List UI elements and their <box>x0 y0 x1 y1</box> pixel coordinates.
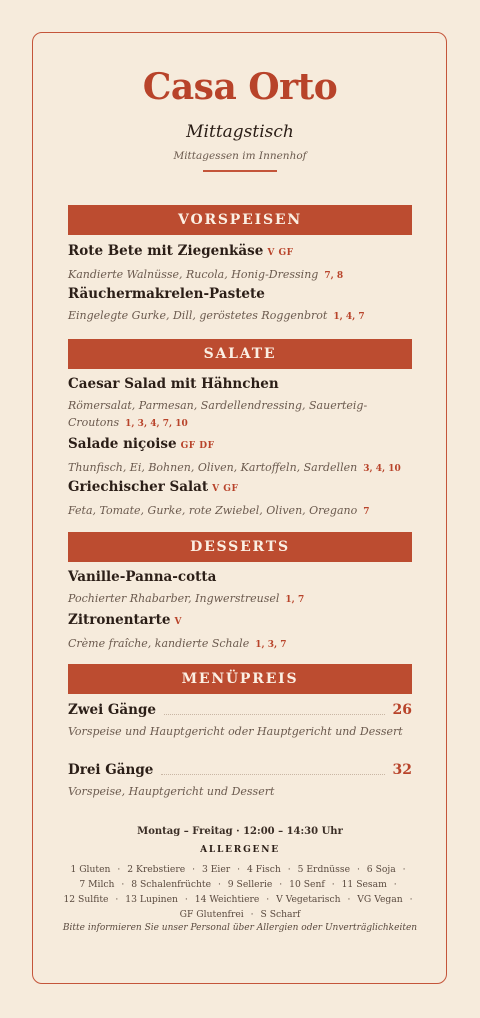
allergen-codes: 7, 8 <box>324 271 344 281</box>
diet-tag: V GF <box>212 484 239 494</box>
allergen-legend-entry: 9 Sellerie <box>227 879 273 890</box>
dotted-leader <box>161 774 384 775</box>
item-description: Kandierte Walnüsse, Rucola, Honig-Dressing <box>68 268 319 281</box>
menu-subtitle: Mittagstisch <box>186 122 294 142</box>
item-name: Räuchermakrelen-Pastete <box>68 286 265 302</box>
menu-item <box>68 612 412 654</box>
item-name: Salade niçoise <box>68 436 177 452</box>
allergen-legend-entry: 13 Lupinen <box>125 894 178 905</box>
legend-separator: · <box>115 894 119 905</box>
section-header-salate: SALATE <box>68 339 412 369</box>
allergen-legend-entry: 12 Sulfite <box>63 894 109 905</box>
legend-separator: · <box>217 879 221 890</box>
allergen-legend <box>60 862 420 922</box>
allergen-legend-entry: GF Glutenfrei <box>179 909 244 920</box>
allergen-legend-entry: 10 Senf <box>289 879 325 890</box>
item-price: 32 <box>392 762 412 778</box>
section-header-menuepreis: MENÜPREIS <box>68 664 412 694</box>
allergen-codes: 7 <box>363 507 370 517</box>
menu-item <box>68 436 412 478</box>
allergen-codes: 1, 4, 7 <box>333 312 365 322</box>
restaurant-name: Casa Orto <box>142 66 338 108</box>
item-description: Feta, Tomate, Gurke, rote Zwiebel, Oliven, Oregano <box>68 504 358 517</box>
allergen-legend-entry: 1 Gluten <box>70 864 111 875</box>
allergen-legend-entry: 6 Soja <box>366 864 396 875</box>
item-description: Crème fraîche, kandierte Schale <box>68 637 250 650</box>
item-name: Rote Bete mit Ziegenkäse <box>68 243 264 259</box>
menu-item <box>68 376 412 433</box>
allergen-legend-entry: 4 Fisch <box>246 864 281 875</box>
item-description: Vorspeise, Hauptgericht und Dessert <box>68 785 275 798</box>
item-description: Eingelegte Gurke, Dill, geröstetes Roggenbrot <box>68 309 328 322</box>
item-price: 26 <box>392 702 412 718</box>
menu-item <box>68 243 412 285</box>
allergen-codes: 1, 3, 7 <box>255 640 287 650</box>
item-name: Vanille-Panna-cotta <box>68 569 217 585</box>
menu-item <box>68 286 412 326</box>
allergen-legend-entry: 7 Milch <box>79 879 115 890</box>
legend-separator: · <box>279 879 283 890</box>
menu-item <box>68 569 412 609</box>
legend-separator: · <box>393 879 397 890</box>
menu-tagline: Mittagessen im Innenhof <box>173 150 307 162</box>
legend-separator: · <box>121 879 125 890</box>
legend-separator: · <box>250 909 254 920</box>
legend-separator: · <box>237 864 241 875</box>
item-description: Pochierter Rhabarber, Ingwerstreusel <box>68 592 280 605</box>
allergen-legend-title: ALLERGENE <box>200 845 280 855</box>
item-name: Drei Gänge <box>68 762 154 778</box>
opening-hours: Montag – Freitag · 12:00 – 14:30 Uhr <box>137 826 343 837</box>
item-name: Griechischer Salat <box>68 479 209 495</box>
legend-separator: · <box>356 864 360 875</box>
item-name: Zwei Gänge <box>68 702 157 718</box>
allergen-codes: 3, 4, 10 <box>363 464 401 474</box>
legend-separator: · <box>117 864 121 875</box>
allergen-legend-entry: 8 Schalenfrüchte <box>131 879 212 890</box>
allergen-legend-entry: 3 Eier <box>201 864 231 875</box>
allergen-legend-entry: 11 Sesam <box>341 879 387 890</box>
legend-separator: · <box>184 894 188 905</box>
legend-separator: · <box>409 894 413 905</box>
allergen-legend-entry: 14 Weichtiere <box>194 894 260 905</box>
section-header-desserts: DESSERTS <box>68 532 412 562</box>
legend-separator: · <box>192 864 196 875</box>
legend-separator: · <box>287 864 291 875</box>
dotted-leader <box>164 714 385 715</box>
menu-item <box>68 479 412 521</box>
item-name: Zitronentarte <box>68 612 171 628</box>
allergen-legend-entry: VG Vegan <box>357 894 403 905</box>
item-description: Vorspeise und Hauptgericht oder Hauptgericht und Dessert <box>68 725 403 738</box>
allergen-legend-entry: V Vegetarisch <box>276 894 341 905</box>
legend-separator: · <box>347 894 351 905</box>
allergen-legend-entry: 5 Erdnüsse <box>297 864 351 875</box>
legend-separator: · <box>331 879 335 890</box>
allergen-codes: 1, 3, 4, 7, 10 <box>125 419 188 429</box>
price-item <box>68 762 412 800</box>
title-divider <box>203 170 277 172</box>
diet-tag: GF DF <box>180 441 215 451</box>
item-name: Caesar Salad mit Hähnchen <box>68 376 279 392</box>
price-item <box>68 702 412 740</box>
allergen-legend-entry: S Scharf <box>260 909 301 920</box>
allergy-notice: Bitte informieren Sie unser Personal über Allergien oder Unverträglichkeiten <box>62 923 418 933</box>
section-header-vorspeisen: VORSPEISEN <box>68 205 412 235</box>
legend-separator: · <box>402 864 406 875</box>
diet-tag: V GF <box>267 248 294 258</box>
item-description: Thunfisch, Ei, Bohnen, Oliven, Kartoffeln, Sardellen <box>68 461 358 474</box>
item-description: Römersalat, Parmesan, Sardellendressing, Sauerteig-Croutons <box>68 399 368 429</box>
diet-tag: V <box>174 617 182 627</box>
legend-separator: · <box>266 894 270 905</box>
allergen-legend-entry: 2 Krebstiere <box>127 864 186 875</box>
allergen-codes: 1, 7 <box>285 595 305 605</box>
